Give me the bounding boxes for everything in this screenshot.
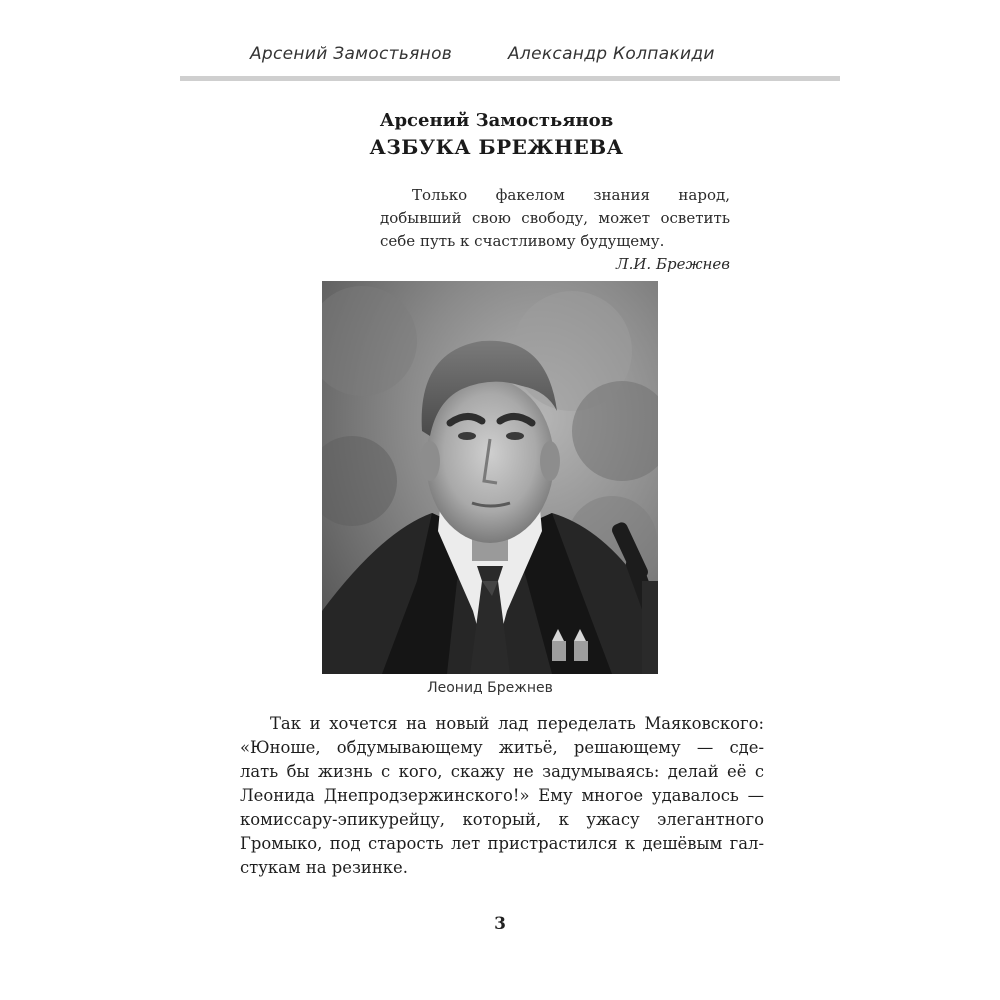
epigraph-quote (380, 184, 730, 253)
epigraph-quote-line: счастливому будущему. (474, 232, 665, 250)
epigraph (380, 184, 730, 276)
title-author: Арсений Замостьянов (379, 110, 614, 131)
photo-caption: Леонид Брежнев (427, 680, 553, 696)
title-block (0, 108, 1000, 160)
epigraph-quote-line: свою свободу, может осветить себе путь к (380, 209, 730, 250)
body-line: стукам на резинке. (240, 858, 408, 877)
page-number: 3 (494, 914, 506, 934)
body-line: Громыко, под старость лет пристрастился к дешёвым гал- (240, 834, 764, 853)
body-line: лать бы жизнь с кого, скажу не задумываясь: делай её с (240, 762, 764, 781)
body-line: «Юноше, обдумывающему житьё, решающему — сде- (240, 738, 764, 757)
epigraph-attribution: Л.И. Брежнев (616, 255, 730, 273)
body-paragraph (240, 712, 764, 880)
portrait-photo (322, 281, 658, 674)
body-line: Леонида Днепродзержинского!» Ему многое удавалось — (240, 786, 764, 805)
header-rule (180, 76, 840, 81)
running-head-author-1: Арсений Замостьянов (250, 44, 453, 64)
book-title: АЗБУКА БРЕЖНЕВА (369, 135, 624, 159)
running-head-author-2: Александр Колпакиди (508, 44, 715, 64)
body-line: Так и хочется на новый лад переделать Маяковского: (270, 714, 764, 733)
body-line: комиссару-эпикурейцу, который, к ужасу элегантного (240, 810, 764, 829)
epigraph-quote-line: Только факелом знания народ, добывший (380, 186, 730, 227)
